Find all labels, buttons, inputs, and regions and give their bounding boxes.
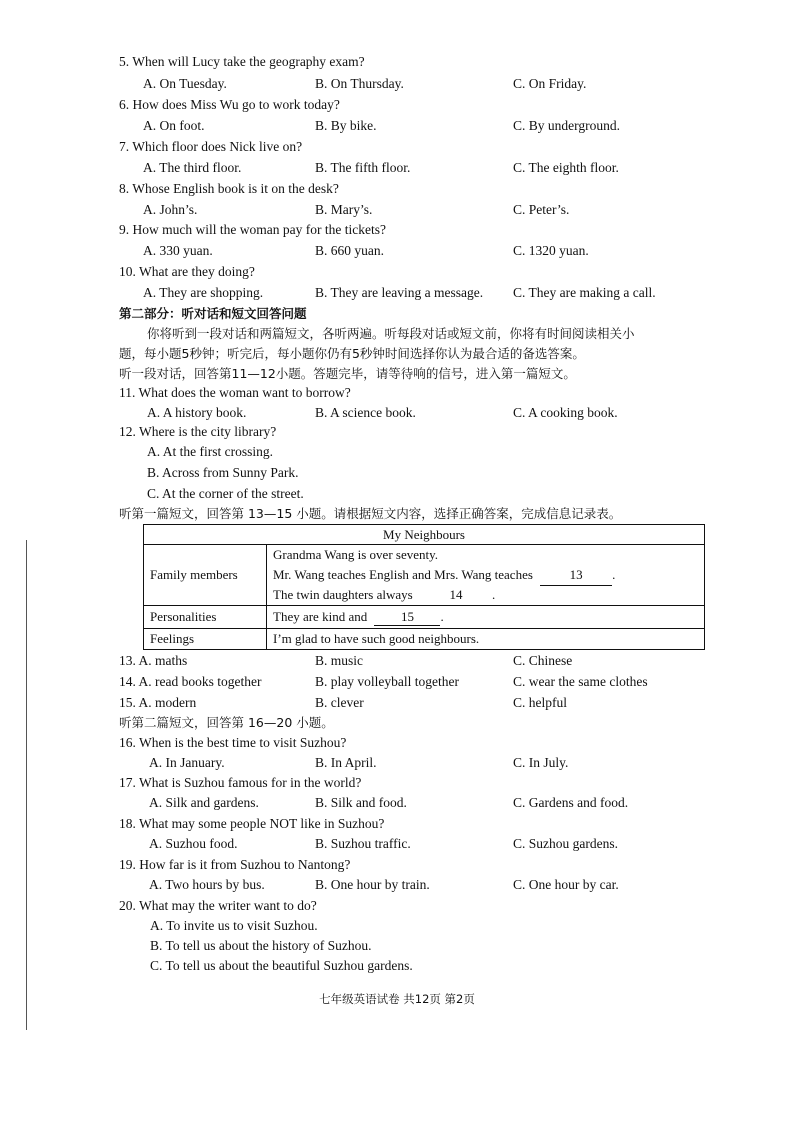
question-7: 7. Which floor does Nick live on?: [119, 139, 303, 154]
option-b: B. clever: [315, 695, 364, 710]
option-a: A. Two hours by bus.: [149, 877, 265, 892]
question-9: 9. How much will the woman pay for the tickets?: [119, 222, 386, 237]
family-members-label: Family members: [144, 545, 267, 606]
part2-heading: 第二部分：听对话和短文回答问题: [119, 306, 307, 321]
option-b: B. play volleyball together: [315, 674, 459, 689]
personalities-label: Personalities: [144, 606, 267, 629]
option-b: B. They are leaving a message.: [315, 285, 484, 300]
option-a: A. Suzhou food.: [149, 836, 238, 851]
option-c: C. At the corner of the street.: [147, 486, 304, 501]
instructions-line-2: 题，每小题5秒钟；听完后，每小题你仍有5秒钟时间选择你认为最合适的备选答案。: [119, 346, 585, 361]
option-b: B. Suzhou traffic.: [315, 836, 411, 851]
question-12: 12. Where is the city library?: [119, 424, 277, 439]
option-a: A. 330 yuan.: [143, 243, 213, 258]
family-line-3: [273, 585, 698, 605]
option-b: B. One hour by train.: [315, 877, 430, 892]
option-a: A. They are shopping.: [143, 285, 264, 300]
option-c: C. On Friday.: [513, 76, 587, 91]
option-b: B. The fifth floor.: [315, 160, 411, 175]
question-13-options: 13. A. maths: [119, 653, 188, 668]
question-18: 18. What may some people NOT like in Suzhou?: [119, 816, 385, 831]
question-6: 6. How does Miss Wu go to work today?: [119, 97, 340, 112]
option-b: B. On Thursday.: [315, 76, 404, 91]
feelings-text: I’m glad to have such good neighbours.: [267, 629, 705, 650]
passage1-instructions: 听第一篇短文，回答第 13—15 小题。请根据短文内容，选择正确答案，完成信息记录表。: [119, 506, 622, 521]
option-c: C. Peter’s.: [513, 202, 570, 217]
personalities-cell: [267, 606, 705, 629]
option-c: C. helpful: [513, 695, 567, 710]
option-c: C. The eighth floor.: [513, 160, 619, 175]
option-b: B. music: [315, 653, 364, 668]
question-19: 19. How far is it from Suzhou to Nantong?: [119, 857, 351, 872]
table-title: My Neighbours: [144, 525, 705, 545]
option-c: C. Chinese: [513, 653, 573, 668]
option-a: A. John’s.: [143, 202, 198, 217]
blank-15: 15: [374, 609, 440, 626]
family-line-1: Grandma Wang is over seventy.: [273, 547, 439, 562]
question-8: 8. Whose English book is it on the desk?: [119, 181, 339, 196]
neighbours-table: [143, 524, 705, 650]
option-b: B. By bike.: [315, 118, 377, 133]
option-a: A. To invite us to visit Suzhou.: [150, 918, 318, 933]
option-b: B. Silk and food.: [315, 795, 407, 810]
option-b: B. Mary’s.: [315, 202, 373, 217]
period: .: [440, 608, 444, 624]
blank-13: 13: [540, 565, 612, 586]
option-c: C. Suzhou gardens.: [513, 836, 618, 851]
family-line-2-text: Mr. Wang teaches English and Mrs. Wang teaches: [273, 567, 533, 582]
option-a: A. In January.: [149, 755, 225, 770]
period: .: [612, 567, 616, 582]
option-c: C. In July.: [513, 755, 569, 770]
option-b: B. A science book.: [315, 405, 416, 420]
period: .: [491, 587, 496, 602]
option-a: A. At the first crossing.: [147, 444, 273, 459]
option-a: A. A history book.: [147, 405, 247, 420]
family-line-3-text: The twin daughters always: [273, 587, 413, 602]
question-17: 17. What is Suzhou famous for in the world?: [119, 775, 362, 790]
question-10: 10. What are they doing?: [119, 264, 255, 279]
option-c: C. A cooking book.: [513, 405, 618, 420]
family-line-2: [273, 565, 698, 585]
page-footer: 七年级英语试卷 共12页 第2页: [319, 992, 475, 1006]
option-b: B. 660 yuan.: [315, 243, 384, 258]
option-c: C. 1320 yuan.: [513, 243, 589, 258]
option-a: A. The third floor.: [143, 160, 242, 175]
option-b: B. Across from Sunny Park.: [147, 465, 299, 480]
question-11: 11. What does the woman want to borrow?: [119, 385, 351, 400]
option-a: A. On foot.: [143, 118, 205, 133]
personalities-text: They are kind and: [273, 608, 368, 624]
option-c: C. By underground.: [513, 118, 620, 133]
passage2-instructions: 听第二篇短文，回答第 16—20 小题。: [119, 715, 334, 730]
option-c: C. One hour by car.: [513, 877, 619, 892]
option-b: B. To tell us about the history of Suzhou.: [150, 938, 372, 953]
scan-edge-line: [26, 540, 27, 1030]
instructions-line-3: 听一段对话，回答第11—12小题。答题完毕，请等待响的信号，进入第一篇短文。: [119, 366, 576, 381]
question-20: 20. What may the writer want to do?: [119, 898, 317, 913]
option-a: A. Silk and gardens.: [149, 795, 259, 810]
option-b: B. In April.: [315, 755, 377, 770]
question-16: 16. When is the best time to visit Suzhou?: [119, 735, 347, 750]
blank-14: 14: [420, 585, 492, 606]
option-c: C. wear the same clothes: [513, 674, 648, 689]
question-5: 5. When will Lucy take the geography exam?: [119, 54, 365, 69]
question-14-options: 14. A. read books together: [119, 674, 262, 689]
option-c: C. Gardens and food.: [513, 795, 629, 810]
instructions-line-1: 你将听到一段对话和两篇短文，各听两遍。听每段对话或短文前，你将有时间阅读相关小: [147, 326, 635, 341]
option-c: C. They are making a call.: [513, 285, 656, 300]
family-members-cell: [267, 545, 705, 606]
feelings-label: Feelings: [144, 629, 267, 650]
option-c: C. To tell us about the beautiful Suzhou gardens.: [150, 958, 413, 973]
option-a: A. On Tuesday.: [143, 76, 227, 91]
question-15-options: 15. A. modern: [119, 695, 197, 710]
